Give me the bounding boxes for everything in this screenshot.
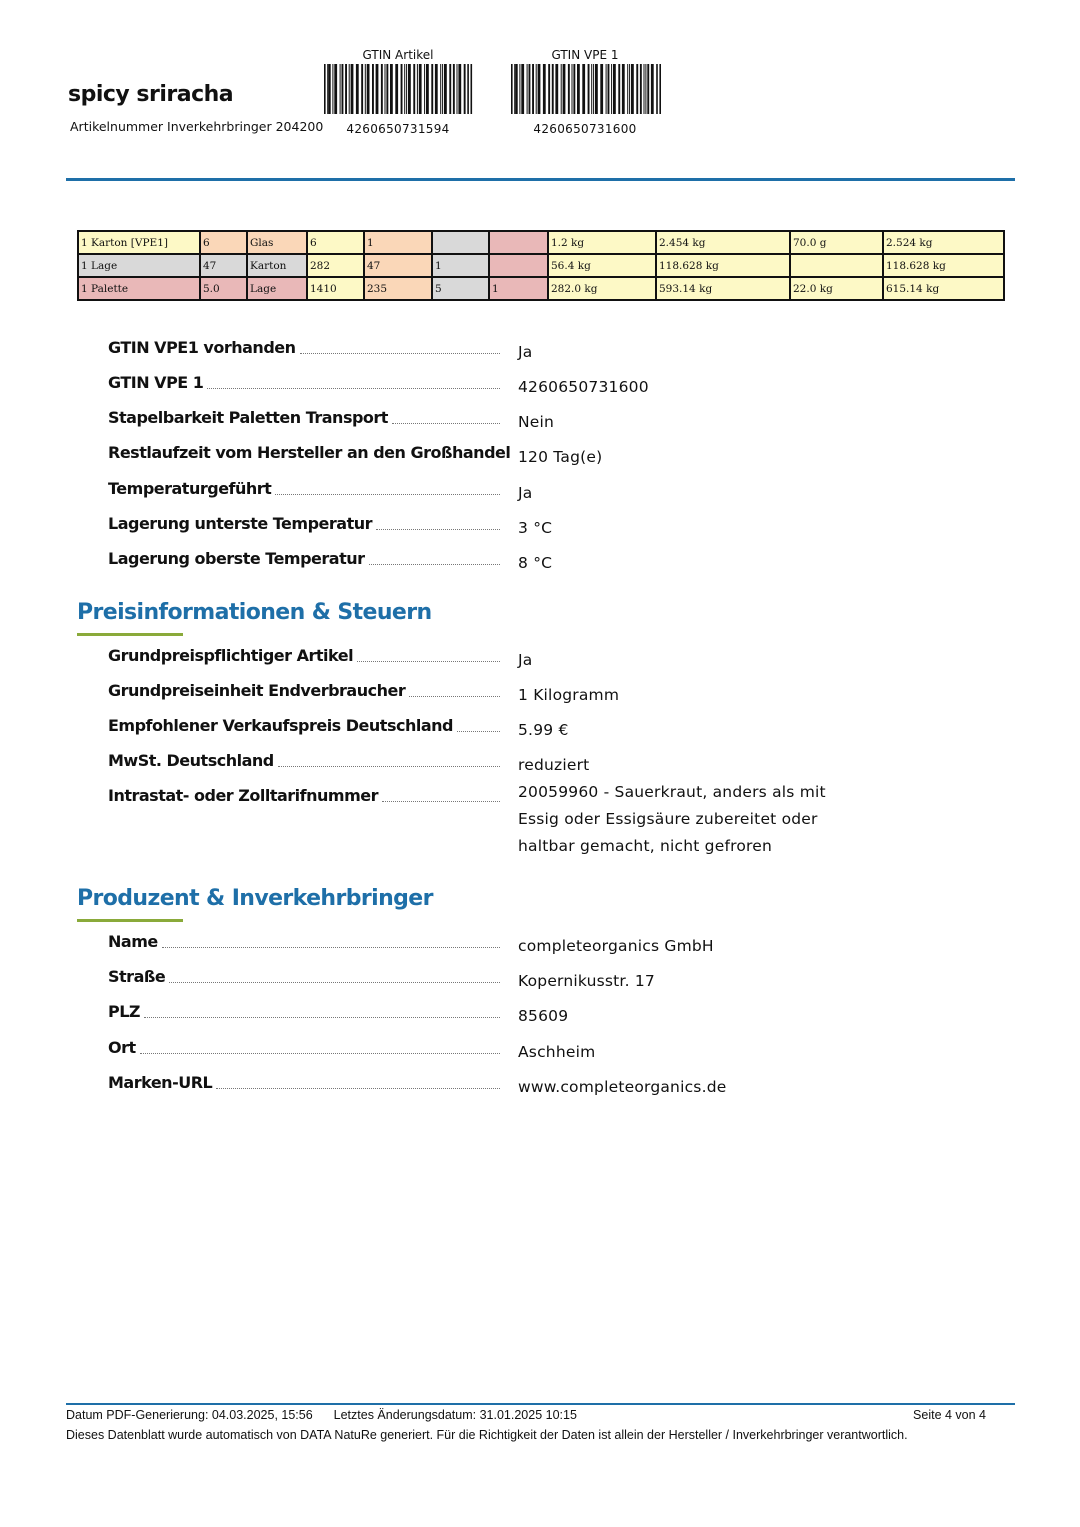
field-value: Ja: [518, 343, 533, 361]
field-label: Lagerung oberste Temperatur: [108, 549, 365, 568]
table-cell: Glas: [247, 231, 307, 254]
field-label: Restlaufzeit vom Hersteller an den Großhandel: [108, 443, 511, 462]
dot-leader: [409, 695, 500, 697]
field-label: Name: [108, 932, 158, 951]
dot-leader: [169, 981, 500, 983]
table-cell: 47: [200, 254, 247, 277]
dot-leader: [140, 1052, 500, 1054]
product-title: spicy sriracha: [68, 82, 234, 107]
field-label: Intrastat- oder Zolltarifnummer: [108, 786, 378, 805]
section-underline: [77, 919, 183, 922]
dot-leader: [275, 493, 500, 495]
barcode-gtin-vpe1: [500, 48, 670, 136]
packaging-table: [77, 230, 1005, 301]
barcode-number: 4260650731600: [533, 122, 637, 136]
table-cell: 282: [307, 254, 364, 277]
table-row: [78, 277, 1004, 300]
table-cell: 5.0: [200, 277, 247, 300]
table-cell: 235: [364, 277, 432, 300]
barcode-icon: [509, 64, 661, 114]
table-cell: 1: [432, 254, 489, 277]
dot-leader: [382, 800, 500, 802]
table-row: [78, 254, 1004, 277]
field-label: GTIN VPE 1: [108, 373, 204, 392]
table-cell: [489, 231, 548, 254]
modified-date: Letztes Änderungsdatum: 31.01.2025 10:15: [333, 1408, 577, 1422]
table-cell: 1 Lage: [78, 254, 200, 277]
field-value: 3 °C: [518, 519, 553, 537]
table-cell: 593.14 kg: [656, 277, 790, 300]
field-value: Kopernikusstr. 17: [518, 972, 655, 990]
table-cell: [432, 231, 489, 254]
field-value: completeorganics GmbH: [518, 937, 714, 955]
field-label: Ort: [108, 1038, 136, 1057]
field-value: reduziert: [518, 756, 590, 774]
dot-leader: [369, 563, 500, 565]
table-cell: 1: [489, 277, 548, 300]
table-cell: 70.0 g: [790, 231, 883, 254]
table-cell: 2.454 kg: [656, 231, 790, 254]
dot-leader: [216, 1087, 500, 1089]
field-value: Ja: [518, 651, 533, 669]
table-cell: 47: [364, 254, 432, 277]
field-label: Grundpreiseinheit Endverbraucher: [108, 681, 406, 700]
table-cell: 1.2 kg: [548, 231, 656, 254]
table-cell: 1 Karton [VPE1]: [78, 231, 200, 254]
table-cell: 6: [307, 231, 364, 254]
field-label: PLZ: [108, 1002, 141, 1021]
footer-disclaimer: Dieses Datenblatt wurde automatisch von DATA NatuRe generiert. Für die Richtigkeit der Daten ist allein der Hersteller / Inverkehrbringer verantwortlich.: [66, 1428, 908, 1442]
dot-leader: [207, 387, 500, 389]
table-cell: 615.14 kg: [883, 277, 1004, 300]
field-label: MwSt. Deutschland: [108, 751, 274, 770]
article-number: Artikelnummer Inverkehrbringer 204200: [70, 119, 324, 134]
field-label: GTIN VPE1 vorhanden: [108, 338, 296, 357]
field-label: Temperaturgeführt: [108, 479, 272, 498]
table-cell: 118.628 kg: [883, 254, 1004, 277]
field-value: 20059960 - Sauerkraut, anders als mit Essig oder Essigsäure zubereitet oder haltbar gemacht, nicht gefroren: [518, 783, 826, 855]
table-cell: Karton: [247, 254, 307, 277]
dot-leader: [457, 730, 500, 732]
section-title-producer: Produzent & Inverkehrbringer: [77, 886, 433, 911]
table-cell: 282.0 kg: [548, 277, 656, 300]
dot-leader: [278, 765, 500, 767]
field-label: Empfohlener Verkaufspreis Deutschland: [108, 716, 453, 735]
dot-leader: [300, 352, 500, 354]
field-value: 5.99 €: [518, 721, 569, 739]
table-cell: 118.628 kg: [656, 254, 790, 277]
section-underline: [77, 633, 183, 636]
table-cell: [790, 254, 883, 277]
field-value: 120 Tag(e): [518, 448, 603, 466]
field-value: Ja: [518, 484, 533, 502]
barcode-icon: [322, 64, 474, 114]
table-cell: 6: [200, 231, 247, 254]
brand-url-link[interactable]: www.completeorganics.de: [518, 1078, 727, 1096]
dot-leader: [144, 1016, 500, 1018]
table-row: [78, 231, 1004, 254]
table-cell: 1 Palette: [78, 277, 200, 300]
header-divider: [66, 178, 1015, 181]
footer-meta: [66, 1408, 986, 1422]
field-label[interactable]: Marken-URL: [108, 1073, 213, 1092]
barcode-label: GTIN VPE 1: [551, 48, 619, 62]
field-value: Nein: [518, 413, 555, 431]
section-title-price: Preisinformationen & Steuern: [77, 600, 432, 625]
field-label: Grundpreispflichtiger Artikel: [108, 646, 354, 665]
generation-date: Datum PDF-Generierung: 04.03.2025, 15:56: [66, 1408, 313, 1422]
page-number: Seite 4 von 4: [913, 1408, 986, 1422]
dot-leader: [357, 660, 500, 662]
field-value: 8 °C: [518, 554, 553, 572]
dot-leader: [162, 946, 500, 948]
field-label: Lagerung unterste Temperatur: [108, 514, 372, 533]
field-value: 1 Kilogramm: [518, 686, 620, 704]
field-label: Stapelbarkeit Paletten Transport: [108, 408, 388, 427]
table-cell: 5: [432, 277, 489, 300]
barcode-gtin-artikel: [313, 48, 483, 136]
table-cell: 1: [364, 231, 432, 254]
field-value: Aschheim: [518, 1043, 596, 1061]
table-cell: 56.4 kg: [548, 254, 656, 277]
table-cell: 22.0 kg: [790, 277, 883, 300]
field-value: 4260650731600: [518, 378, 649, 396]
dot-leader: [376, 528, 500, 530]
field-value: 85609: [518, 1007, 569, 1025]
table-cell: 1410: [307, 277, 364, 300]
dot-leader: [392, 422, 500, 424]
table-cell: [489, 254, 548, 277]
field-label: Straße: [108, 967, 166, 986]
table-cell: Lage: [247, 277, 307, 300]
barcode-label: GTIN Artikel: [362, 48, 434, 62]
footer-divider: [66, 1403, 1015, 1405]
barcode-number: 4260650731594: [346, 122, 450, 136]
table-cell: 2.524 kg: [883, 231, 1004, 254]
